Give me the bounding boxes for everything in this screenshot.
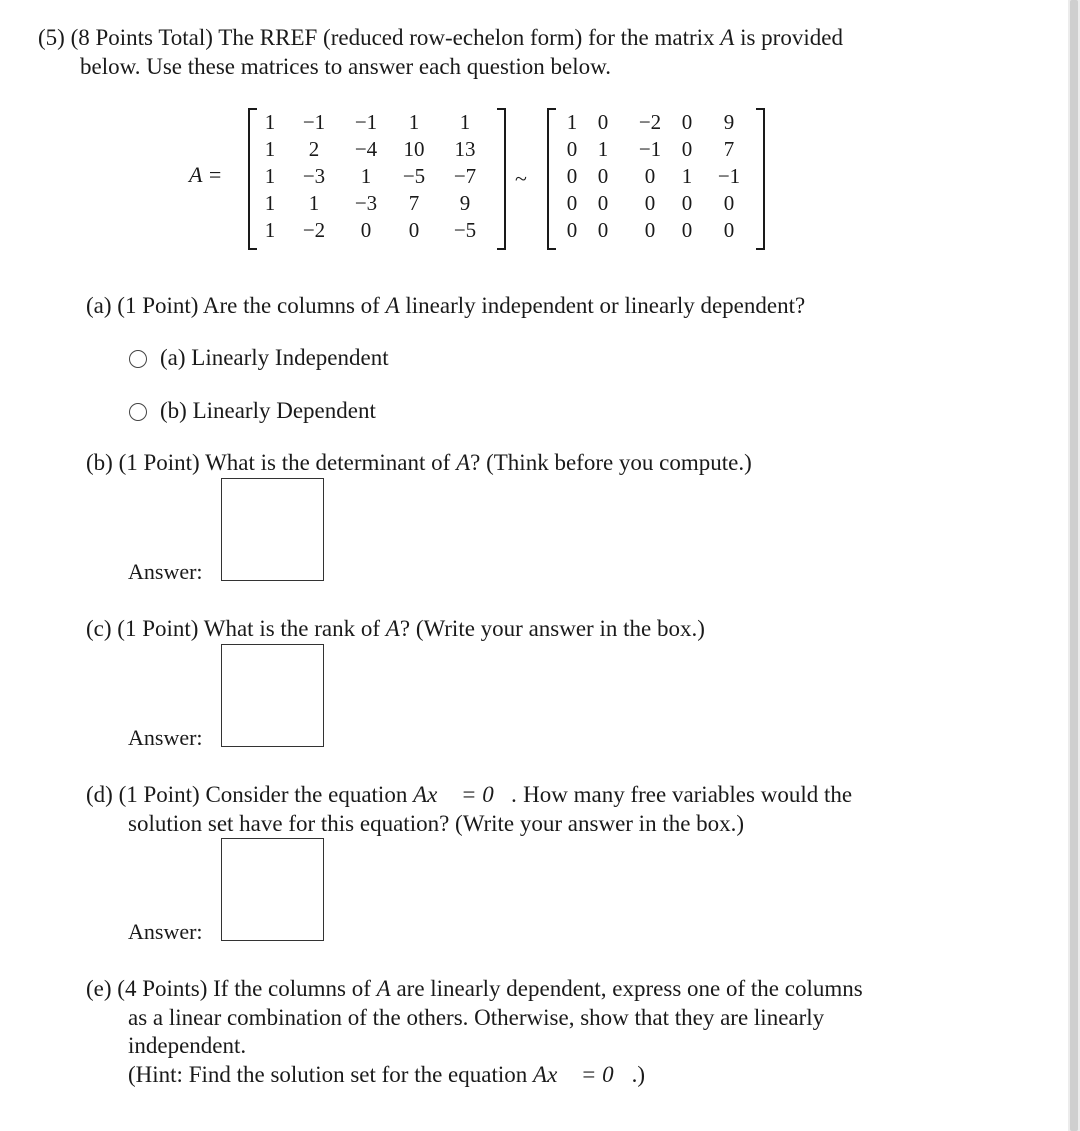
option-linearly-dependent-label[interactable]: (b) Linearly Dependent: [160, 398, 376, 423]
matrix-a-cell-r1-c2: −1: [302, 110, 326, 134]
matrix-rref-cell-r3-c2: 0: [597, 164, 609, 188]
matrix-a-cell-r2-c2: 2: [308, 137, 320, 161]
radio-linearly-independent[interactable]: [129, 350, 147, 368]
matrix-rref-cell-r3-c1: 0: [566, 164, 578, 188]
part-e-question-line3: independent.: [128, 1033, 247, 1058]
part-d-answer-box[interactable]: [221, 838, 324, 941]
matrix-a-cell-r1-c5: 1: [459, 110, 471, 134]
matrix-rref-cell-r5-c1: 0: [566, 218, 578, 242]
matrix-a-cell-r3-c5: −7: [453, 164, 477, 188]
part-e-question-line2: as a linear combination of the others. Otherwise, show that they are linearly: [128, 1005, 825, 1030]
question-intro-text: The RREF (reduced row-echelon form) for the matrix: [218, 25, 715, 50]
matrix-a-cell-r4-c5: 9: [459, 191, 471, 215]
matrix-rref-cell-r3-c3: 0: [644, 164, 656, 188]
matrix-rref-cell-r4-c4: 0: [681, 191, 693, 215]
matrix-rref-cell-r4-c5: 0: [723, 191, 735, 215]
matrix-rref-cell-r1-c3: −2: [638, 110, 662, 134]
part-d-question-line2: solution set have for this equation? (Write your answer in the box.): [128, 811, 745, 836]
matrix-a-cell-r1-c3: −1: [354, 110, 378, 134]
matrix-a-cell-r2-c1: 1: [264, 137, 276, 161]
matrix-a-cell-r5-c2: −2: [302, 218, 326, 242]
matrix-rref-cell-r2-c4: 0: [681, 137, 693, 161]
matrix-a-cell-r2-c3: −4: [354, 137, 378, 161]
part-d-question: (d) (1 Point) Consider the equation Ax⃗ = 0⃗. How many free variables would the: [86, 782, 853, 807]
matrix-rref-cell-r5-c3: 0: [644, 218, 656, 242]
matrix-rref-cell-r1-c5: 9: [723, 110, 735, 134]
matrix-a-cell-r4-c4: 7: [408, 191, 420, 215]
matrix-a-cell-r2-c5: 13: [454, 137, 476, 161]
matrix-rref-cell-r5-c2: 0: [597, 218, 609, 242]
part-d-answer-label: Answer:: [128, 919, 203, 944]
matrix-variable: A: [720, 25, 735, 50]
matrix-rref-cell-r4-c3: 0: [644, 191, 656, 215]
part-a-question: (a) (1 Point) Are the columns of A linearly independent or linearly dependent?: [86, 293, 806, 318]
matrix-a: [248, 108, 506, 246]
matrix-rref-cell-r3-c4: 1: [681, 164, 693, 188]
scrollbar-thumb[interactable]: [1070, 0, 1078, 1131]
row-equivalence-symbol: ~: [515, 166, 527, 191]
matrix-a-cell-r5-c5: −5: [453, 218, 477, 242]
part-c-answer-label: Answer:: [128, 725, 203, 750]
matrix-a-cell-r5-c1: 1: [264, 218, 276, 242]
part-b-question: (b) (1 Point) What is the determinant of A? (Think before you compute.): [86, 450, 752, 475]
vertical-scrollbar[interactable]: [1068, 0, 1080, 1131]
matrix-a-cell-r3-c2: −3: [302, 164, 326, 188]
matrix-rref-right-bracket: [756, 108, 765, 250]
matrix-label: A =: [189, 162, 223, 187]
question-intro-end: is provided: [740, 25, 843, 50]
matrix-a-cell-r2-c4: 10: [403, 137, 425, 161]
question-intro-line2: below. Use these matrices to answer each question below.: [80, 54, 611, 79]
part-c-question: (c) (1 Point) What is the rank of A? (Write your answer in the box.): [86, 616, 705, 641]
matrix-rref-cell-r2-c1: 0: [566, 137, 578, 161]
matrix-a-cell-r3-c3: 1: [360, 164, 372, 188]
matrix-a-cell-r5-c3: 0: [360, 218, 372, 242]
part-b-answer-label: Answer:: [128, 559, 203, 584]
part-e-question: (e) (4 Points) If the columns of A are linearly dependent, express one of the columns: [86, 976, 863, 1001]
matrix-rref-cell-r2-c2: 1: [597, 137, 609, 161]
question-points: (8 Points Total): [70, 25, 213, 50]
question-header: [38, 24, 843, 52]
matrix-a-cell-r1-c1: 1: [264, 110, 276, 134]
matrix-rref: [547, 108, 765, 246]
matrix-a-cell-r4-c2: 1: [308, 191, 320, 215]
matrix-a-right-bracket: [497, 108, 506, 250]
matrix-rref-cell-r4-c2: 0: [597, 191, 609, 215]
matrix-rref-cell-r4-c1: 0: [566, 191, 578, 215]
radio-linearly-dependent[interactable]: [129, 403, 147, 421]
matrix-rref-cell-r2-c5: 7: [723, 137, 735, 161]
question-number: (5): [38, 25, 65, 50]
matrix-rref-cell-r1-c4: 0: [681, 110, 693, 134]
matrix-rref-cell-r5-c4: 0: [681, 218, 693, 242]
matrix-rref-cell-r3-c5: −1: [717, 164, 741, 188]
part-b-answer-box[interactable]: [221, 478, 324, 581]
matrix-rref-cell-r1-c1: 1: [566, 110, 578, 134]
matrix-rref-cell-r1-c2: 0: [597, 110, 609, 134]
matrix-a-cell-r3-c1: 1: [264, 164, 276, 188]
option-linearly-independent-label[interactable]: (a) Linearly Independent: [160, 345, 389, 370]
matrix-a-cell-r5-c4: 0: [408, 218, 420, 242]
matrix-rref-cell-r5-c5: 0: [723, 218, 735, 242]
matrix-a-cell-r4-c1: 1: [264, 191, 276, 215]
matrix-a-cell-r3-c4: −5: [402, 164, 426, 188]
matrix-rref-cell-r2-c3: −1: [638, 137, 662, 161]
matrix-a-cell-r1-c4: 1: [408, 110, 420, 134]
matrix-a-cell-r4-c3: −3: [354, 191, 378, 215]
part-c-answer-box[interactable]: [221, 644, 324, 747]
part-e-hint: (Hint: Find the solution set for the equation Ax⃗ = 0⃗.): [128, 1062, 645, 1087]
